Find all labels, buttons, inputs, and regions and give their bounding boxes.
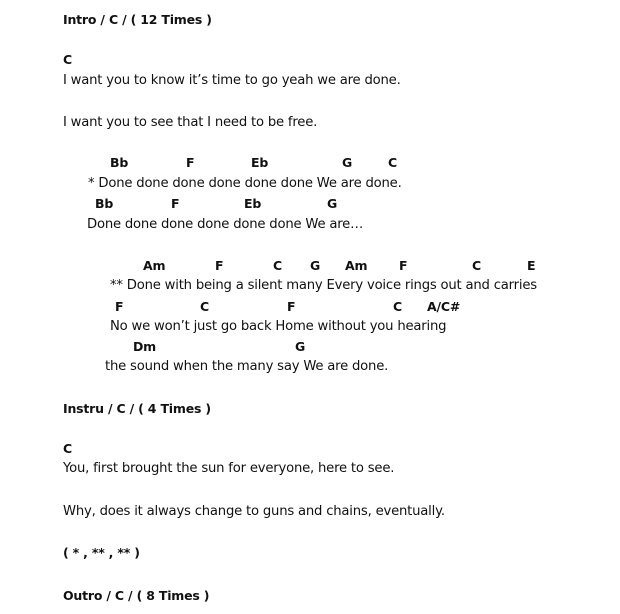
chord: E xyxy=(527,258,536,273)
outro-header: Outro / C / ( 8 Times ) xyxy=(63,588,210,603)
lyric-line: I want you to know it’s time to go yeah we are done. xyxy=(63,73,401,88)
chord: Dm xyxy=(133,339,157,354)
chord: C xyxy=(393,299,402,314)
chord: F xyxy=(186,155,195,170)
chord: Bb xyxy=(95,196,114,211)
intro-header: Intro / C / ( 12 Times ) xyxy=(63,12,212,27)
chord: Am xyxy=(143,258,166,273)
chord: C xyxy=(200,299,209,314)
chord: F xyxy=(399,258,408,273)
chord: Am xyxy=(345,258,368,273)
chord: F xyxy=(287,299,296,314)
chord: C xyxy=(273,258,282,273)
chord: G xyxy=(310,258,321,273)
chord: Eb xyxy=(251,155,269,170)
chord: Bb xyxy=(110,155,129,170)
lyric-line: the sound when the many say We are done. xyxy=(105,359,389,374)
chord: Eb xyxy=(244,196,262,211)
chord: G xyxy=(295,339,306,354)
lyric-line: * Done done done done done done We are done. xyxy=(88,176,402,191)
repeat-note: ( * , ** , ** ) xyxy=(63,545,140,560)
lyric-line: ** Done with being a silent many Every voice rings out and carries xyxy=(110,278,537,293)
chord: C xyxy=(63,441,72,456)
lyric-line: Why, does it always change to guns and chains, eventually. xyxy=(63,504,445,519)
lyric-line: I want you to see that I need to be free. xyxy=(63,115,318,130)
lyric-line: No we won’t just go back Home without you hearing xyxy=(110,319,447,334)
chord: C xyxy=(63,52,72,67)
lyric-line: Done done done done done done We are… xyxy=(87,217,364,232)
chord: C xyxy=(472,258,481,273)
lyric-line: You, first brought the sun for everyone, here to see. xyxy=(63,461,395,476)
chord: G xyxy=(327,196,338,211)
chord: C xyxy=(388,155,397,170)
chord: F xyxy=(215,258,224,273)
chord: A/C# xyxy=(427,299,461,314)
chord: F xyxy=(115,299,124,314)
instru-header: Instru / C / ( 4 Times ) xyxy=(63,401,211,416)
chord: F xyxy=(171,196,180,211)
chord: G xyxy=(342,155,353,170)
